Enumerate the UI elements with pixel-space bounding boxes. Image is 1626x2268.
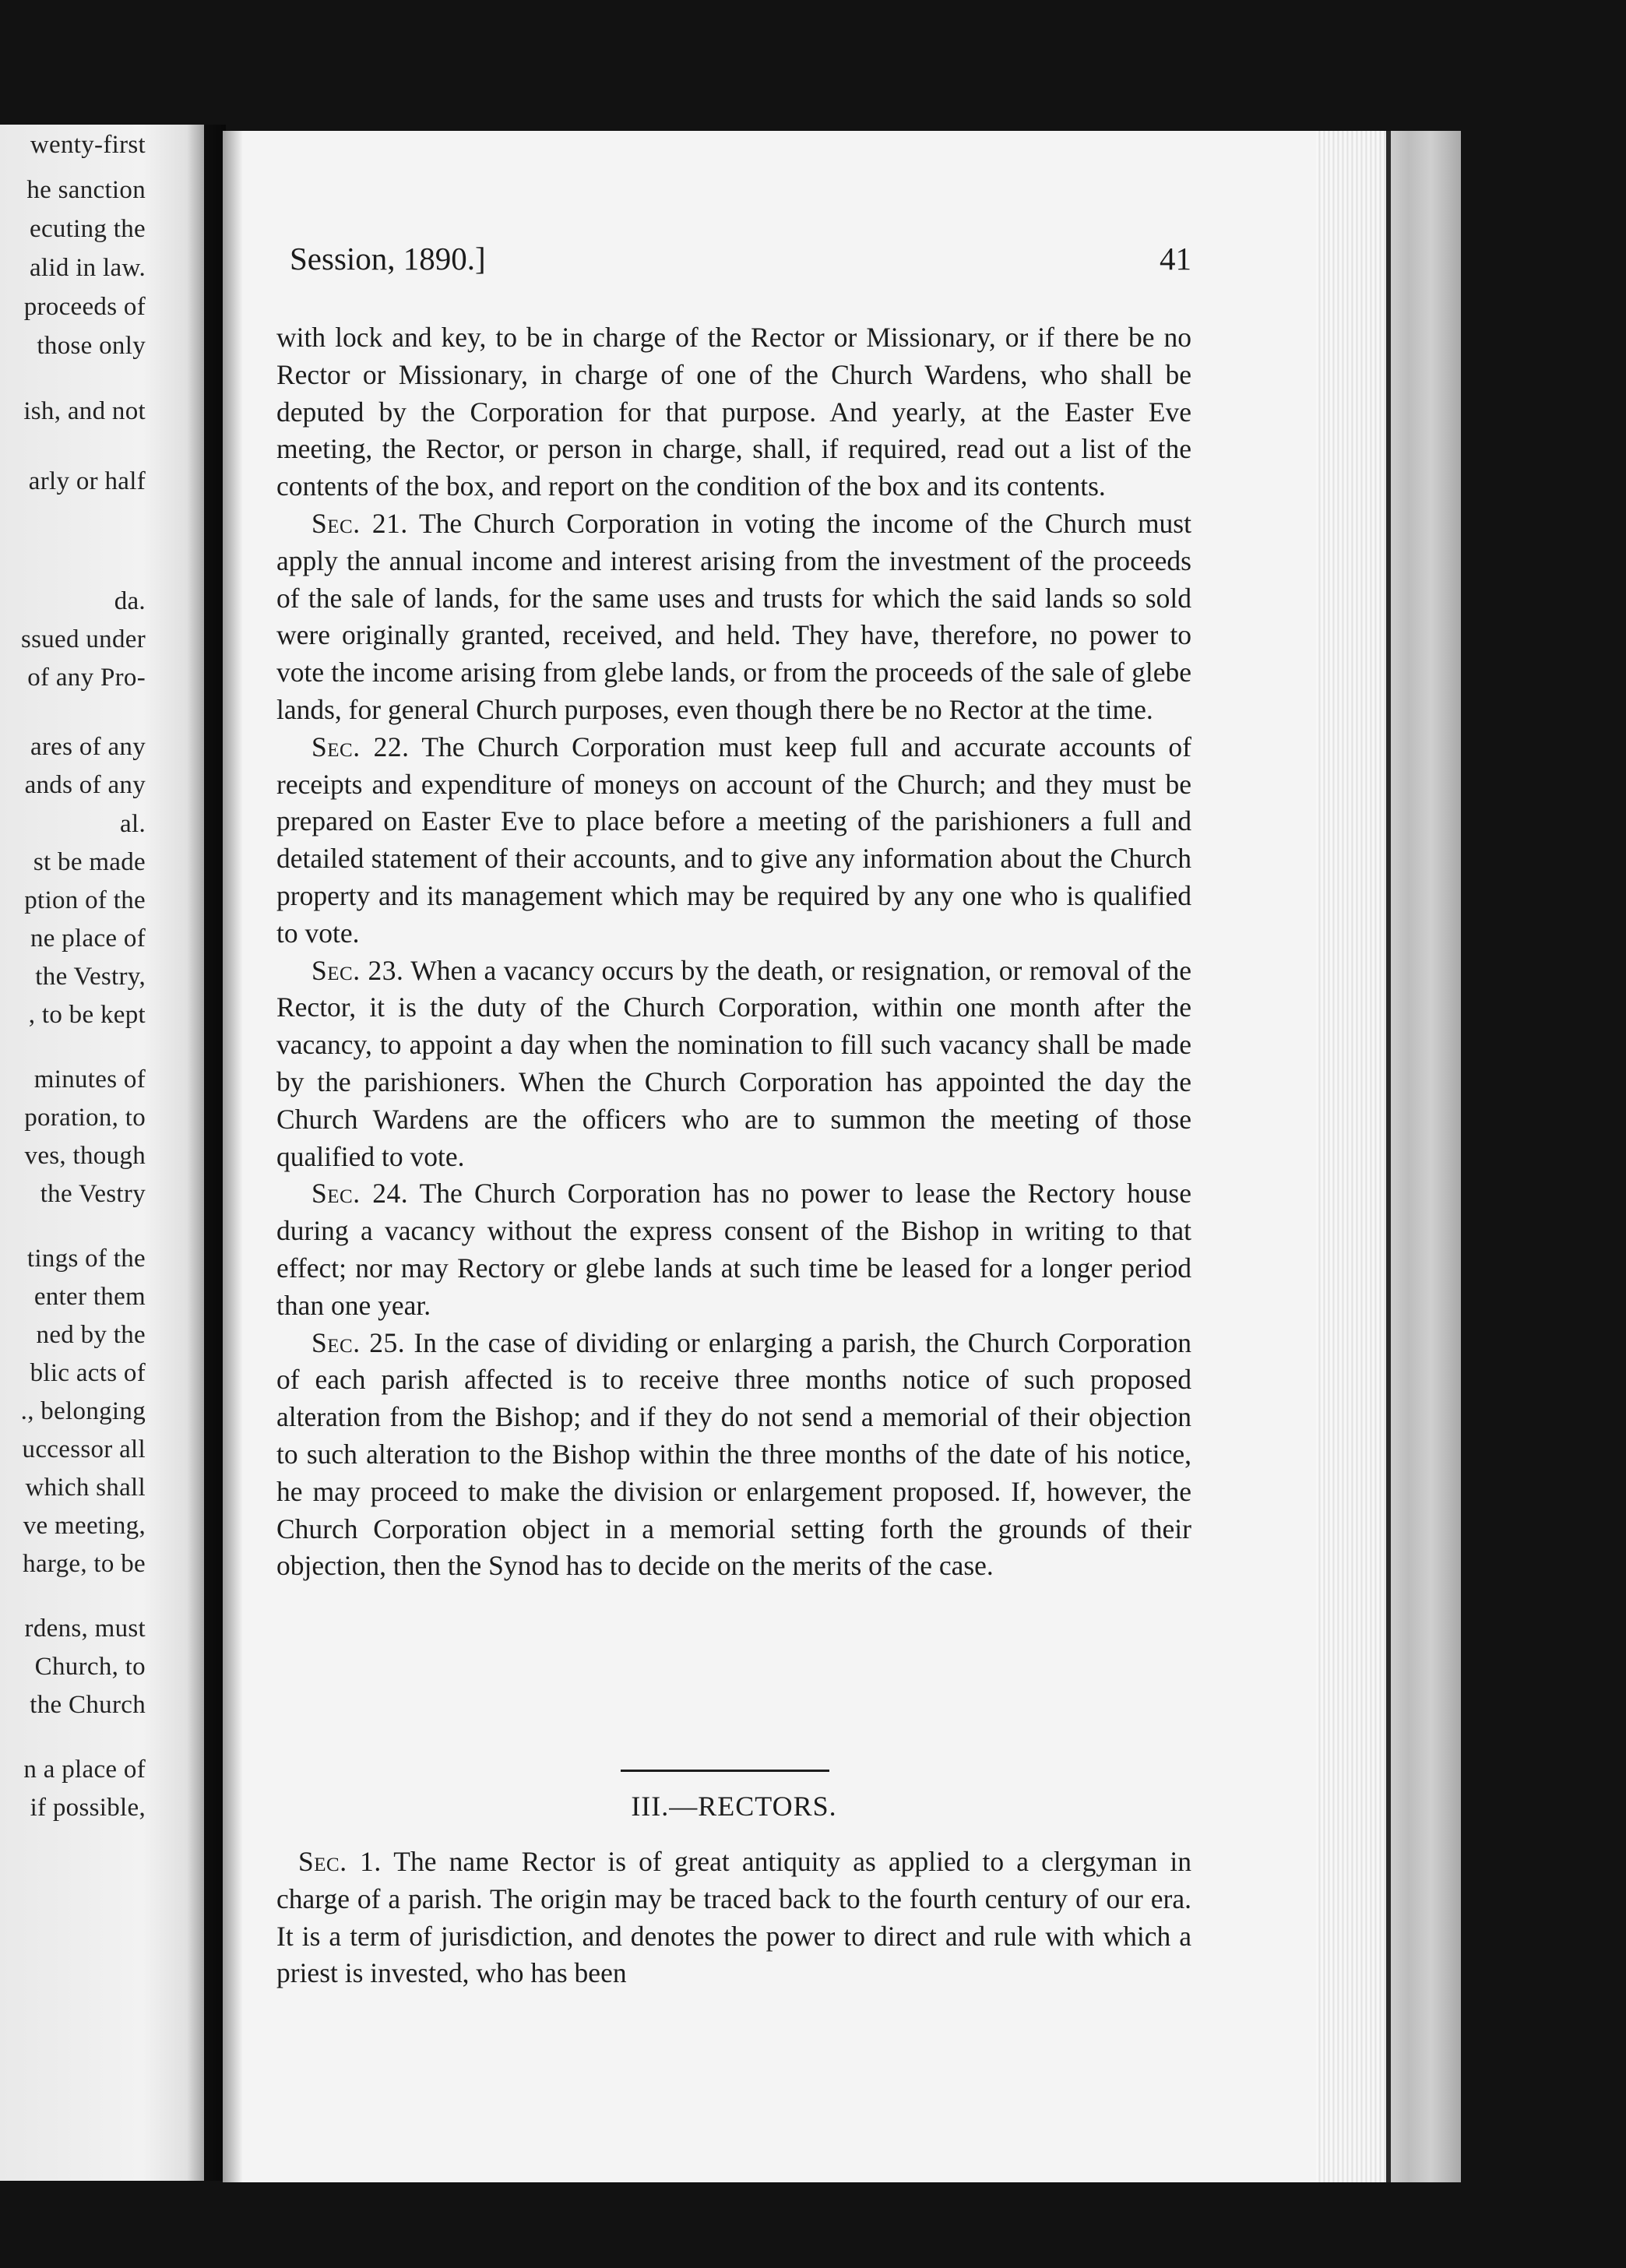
left-page-line: ecuting the	[30, 215, 146, 243]
left-page-line: he sanction	[26, 176, 146, 204]
left-page-line: wenty-first	[30, 131, 146, 159]
section-22	[276, 729, 1191, 953]
left-page-line: tings of the	[26, 1245, 146, 1273]
left-page-line: ssued under	[20, 625, 146, 653]
left-page-line: , to be kept	[28, 1001, 146, 1029]
section-label: Sec. 23.	[311, 954, 404, 986]
left-page-line: proceeds of	[23, 293, 146, 321]
left-page-line: uccessor all	[22, 1435, 146, 1463]
left-page-line: st be made	[33, 848, 146, 876]
gutter-shadow	[187, 125, 226, 2181]
left-page-line: ption of the	[24, 886, 146, 914]
left-page-line: ands of any	[24, 771, 146, 799]
left-page-line: ves, though	[24, 1142, 146, 1170]
left-page-line: alid in law.	[29, 254, 146, 282]
section-label: Sec. 24.	[311, 1178, 409, 1210]
page-number: 41	[1160, 241, 1191, 276]
section-label: Sec. 25.	[311, 1326, 406, 1358]
left-page-line: rdens, must	[24, 1615, 146, 1643]
left-page-line: poration, to	[24, 1104, 146, 1132]
section-heading: III.—RECTORS.	[631, 1791, 837, 1822]
left-page-line: arly or half	[28, 467, 146, 495]
section-text: The Church Corporation must keep full and accurate accounts of receipts and expenditure of moneys on account of the Church; and they must be prepared on Easter Eve to place before a meeting of the parishioners a full and detailed statement of their accounts, and to give any information about the Church property and its management which may be required by any one who is qualified to vote.	[276, 731, 1191, 949]
section-label: Sec. 21.	[311, 507, 408, 539]
section-21	[276, 505, 1191, 729]
section-25	[276, 1325, 1191, 1586]
section-divider	[621, 1770, 829, 1772]
left-page-line: harge, to be	[23, 1550, 146, 1578]
section-text: In the case of dividing or enlarging a parish, the Church Corporation of each parish affected is to receive three months notice of such proposed alteration from the Bishop; and if they do not send a memorial of their objection to such alteration to the Bishop within the three months of the date of his notice, he may proceed to make the division or enlargement proposed. If, however, the Church Corporation object in a memorial setting forth the grounds of their objection, then the Synod has to decide on the merits of the case.	[276, 1326, 1192, 1582]
left-page-line: the Vestry	[40, 1180, 146, 1208]
left-page-line: the Vestry,	[35, 963, 146, 991]
section-23	[276, 953, 1191, 1176]
left-page-line: Church, to	[34, 1653, 146, 1681]
running-head: Session, 1890.]	[290, 241, 486, 276]
section-24	[276, 1175, 1191, 1324]
section-text: The name Rector is of great antiquity as applied to a clergyman in charge of a parish. The origin may be traced back to the fourth century of our era. It is a term of jurisdiction, and denotes the power to direct and rule with which a priest is invested, who has been	[276, 1846, 1191, 1989]
left-page-line: ne place of	[30, 924, 146, 953]
left-page-line: ve meeting,	[23, 1512, 146, 1540]
left-page-line: of any Pro-	[27, 664, 146, 692]
left-page-line: ish, and not	[23, 397, 146, 425]
page-header	[290, 240, 1191, 287]
section-text: The Church Corporation has no power to lease the Rectory house during a vacancy without the express consent of the Bishop in writing to that effect; nor may Rectory or glebe lands at such time be leased for a longer period than one year.	[276, 1178, 1191, 1321]
section-text: When a vacancy occurs by the death, or resignation, or removal of the Rector, it is the duty of the Church Corporation, within one month after the vacancy, to appoint a day when the nomination to fill such vacancy shall be made by the parishioners. When the Church Corporation has appointed the day the Church Wardens are the officers who are to summon the meeting of those qualified to vote.	[276, 954, 1192, 1172]
rectors-section-1	[276, 1844, 1191, 1992]
page-edges	[1316, 131, 1386, 2182]
continued-paragraph: with lock and key, to be in charge of the Rector or Missionary, or if there be no Rector or Missionary, in charge of one of the Church Wardens, who shall be deputed by the Corporation for that purpose. And yearly, at the Easter Eve meeting, the Rector, or person in charge, shall, if required, read out a list of the contents of the box, and report on the condition of the box and its contents.	[276, 322, 1191, 502]
rectors-body	[276, 1844, 1191, 1992]
left-page-line: enter them	[33, 1283, 146, 1311]
left-page-line: the Church	[30, 1691, 146, 1719]
section-label: Sec. 22.	[311, 731, 410, 762]
left-page-line: minutes of	[33, 1065, 146, 1094]
left-page-line: ., belonging	[20, 1397, 146, 1425]
left-page-line: da.	[114, 587, 146, 615]
left-page-line: n a place of	[23, 1756, 146, 1784]
left-page-line: ares of any	[30, 733, 146, 761]
left-page-line: if possible,	[30, 1794, 146, 1822]
section-text: The Church Corporation in voting the income of the Church must apply the annual income and interest arising from the investment of the proceeds of the sale of lands, for the same uses and trusts for which the said lands so sold were originally granted, received, and held. They have, therefore, no power to vote the income arising from glebe lands, or from the proceeds of the sale of glebe lands, for general Church purposes, even though there be no Rector at the time.	[276, 507, 1191, 725]
section-label: Sec. 1.	[298, 1846, 382, 1877]
left-page-line: al.	[120, 810, 146, 838]
left-page-line: which shall	[25, 1474, 146, 1502]
left-page-line: blic acts of	[30, 1359, 146, 1387]
body-text	[276, 319, 1191, 1585]
left-page-line: ned by the	[36, 1321, 146, 1349]
previous-page	[0, 125, 204, 2181]
book-edge	[1386, 131, 1461, 2182]
left-page-line: those only	[37, 332, 146, 360]
